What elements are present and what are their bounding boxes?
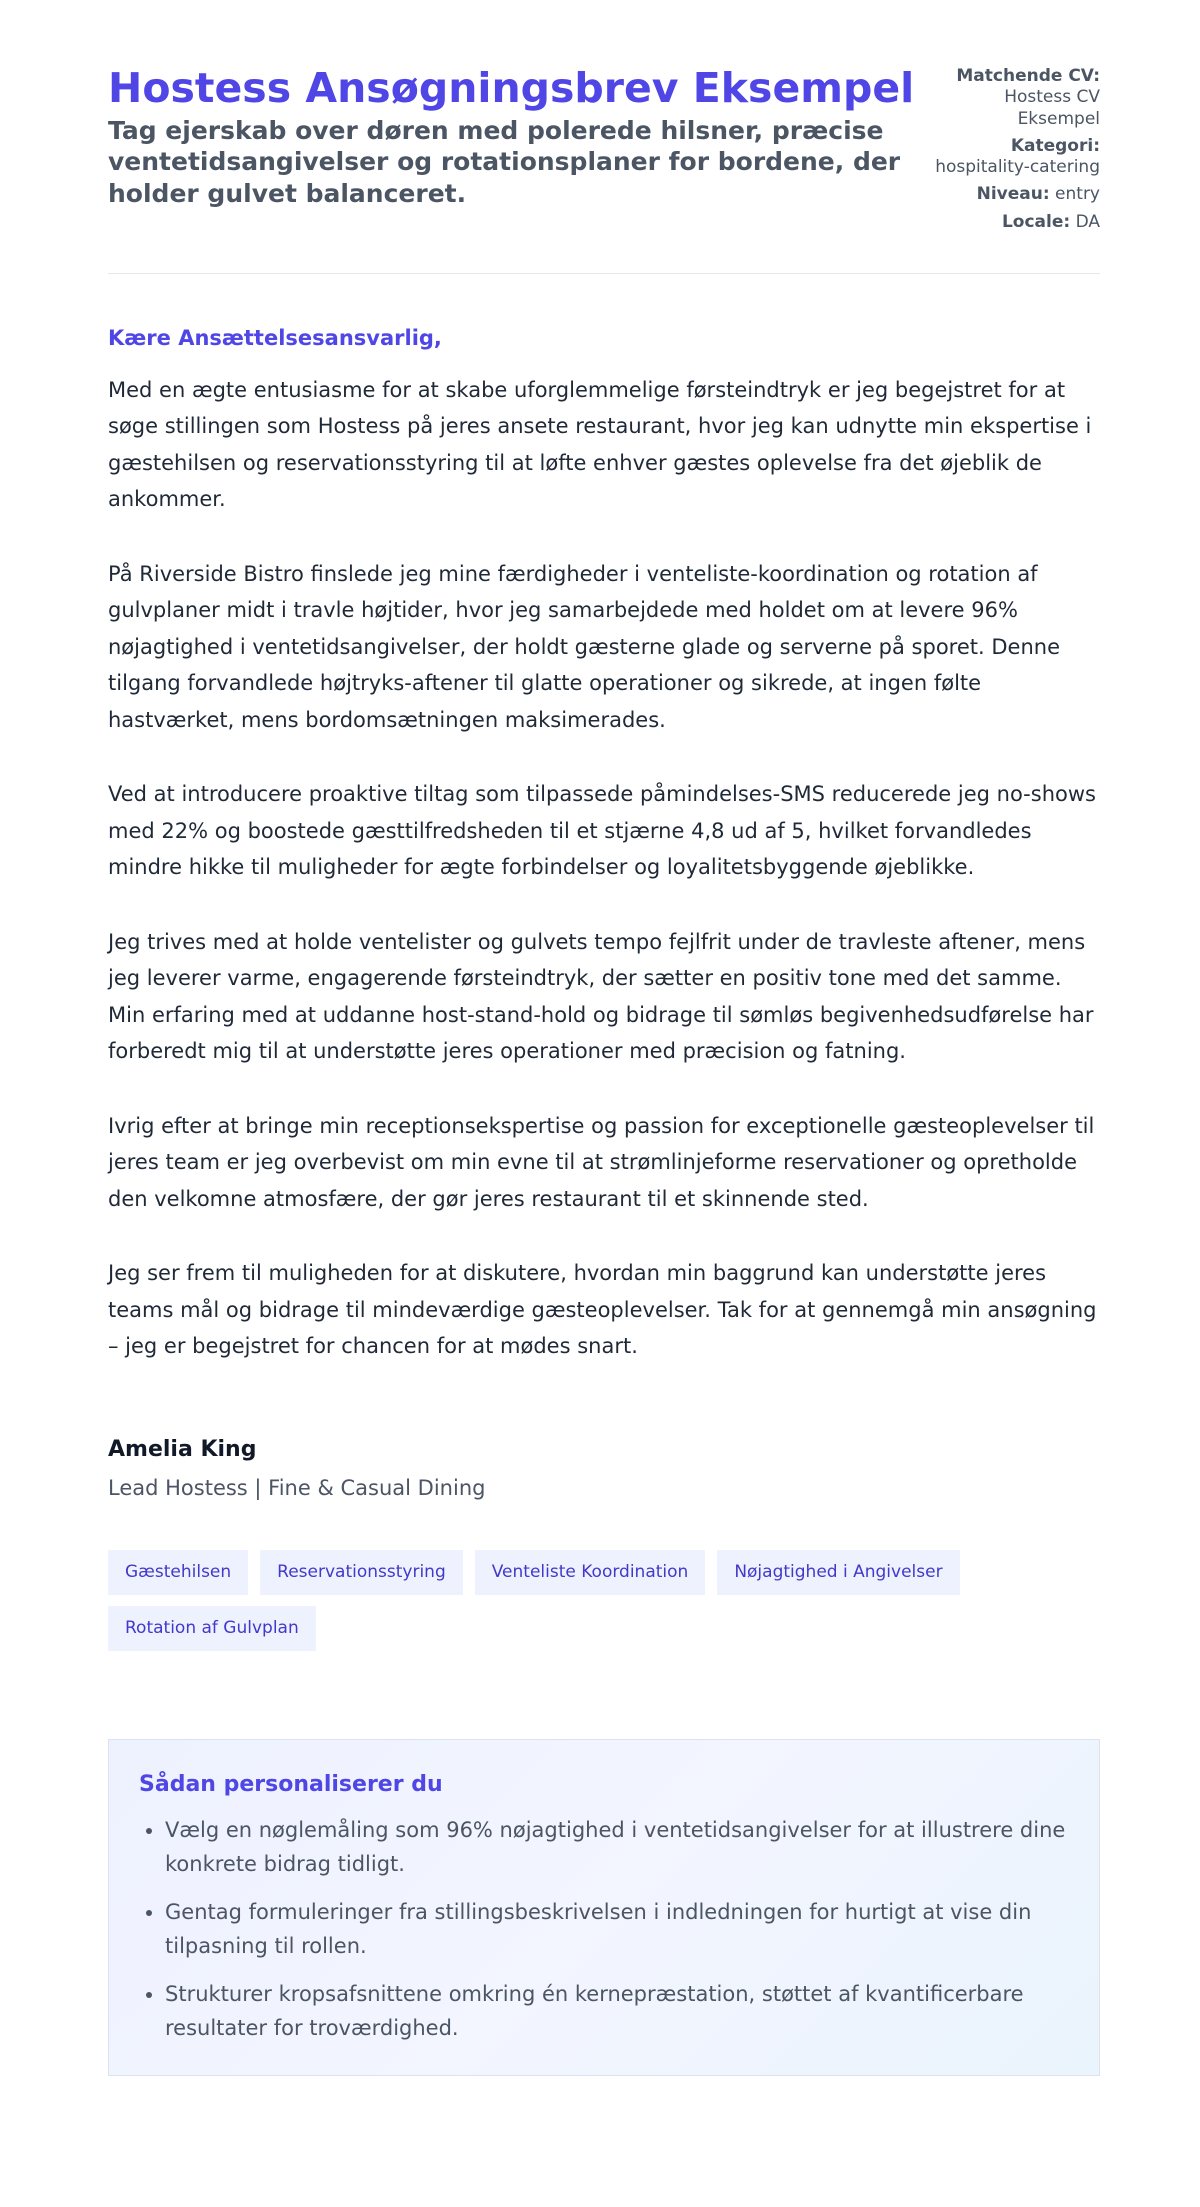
letter-greeting: Kære Ansættelsesansvarlig, bbox=[108, 325, 442, 350]
skill-tag: Rotation af Gulvplan bbox=[108, 1606, 316, 1651]
page-title: Hostess Ansøgningsbrev Eksempel bbox=[108, 64, 915, 112]
letter-paragraph-5: Ivrig efter at bringe min receptionsekspertise og passion for exceptionelle gæsteoplevelser til jeres team er jeg overbevist om min evne til at strømlinjeforme reservationer og opretholde den velkomne atmosfære, der gør jeres restaurant til et skinnende sted. bbox=[108, 1113, 1095, 1211]
meta-cv bbox=[930, 66, 1100, 130]
meta-category-label: Kategori: bbox=[1010, 135, 1100, 156]
page bbox=[108, 0, 1100, 2076]
tips-title: Sådan personaliserer du bbox=[139, 1771, 443, 1797]
header-text bbox=[108, 66, 928, 209]
tips-list bbox=[139, 1813, 1069, 2045]
meta-level bbox=[930, 184, 1100, 205]
letter-paragraph-6: Jeg ser frem til muligheden for at diskutere, hvordan min baggrund kan understøtte jeres teams mål og bidrage til mindeværdige gæsteoplevelser. Tak for at gennemgå min ansøgning – jeg er begejstret for chancen for at mødes snart. bbox=[108, 1261, 1097, 1359]
signature-role: Lead Hostess | Fine & Casual Dining bbox=[108, 1475, 486, 1500]
meta-category-value: hospitality-catering bbox=[935, 157, 1100, 177]
skill-tags bbox=[108, 1550, 1008, 1651]
header bbox=[108, 66, 1100, 274]
meta-level-value: entry bbox=[1055, 184, 1100, 205]
skill-tag: Nøjagtighed i Angivelser bbox=[717, 1550, 959, 1595]
skill-tag: Venteliste Koordination bbox=[475, 1550, 706, 1595]
tips-item: • Vælg en nøglemåling som 96% nøjagtighed i ventetidsangivelser for at illustrere dine konkrete bidrag tidligt. bbox=[165, 1813, 1069, 1881]
personalization-tips bbox=[108, 1739, 1100, 2076]
letter-paragraph-4: Jeg trives med at holde ventelister og gulvets tempo fejlfrit under de travleste aftener, mens jeg leverer varme, engagerende førsteindtryk, der sætter en positiv tone med det samme. Min erfaring med at uddanne host-stand-hold og bidrage til sømløs begivenhedsudførelse har forberedt mig til at understøtte jeres operationer med præcision og fatning. bbox=[108, 929, 1094, 1064]
meta-cv-value: Hostess CV Eksempel bbox=[1004, 87, 1100, 129]
letter-paragraph-2: På Riverside Bistro finslede jeg mine færdigheder i venteliste-koordination og rotation af gulvplaner midt i travle højtider, hvor jeg samarbejdede med holdet om at levere 96% nøjagtighed i ventetidsangivelser, der holdt gæsterne glade og serverne på sporet. Denne tilgang forvandlede højtryks-aftener til glatte operationer og sikrede, at ingen følte hastværket, mens bordomsætningen maksimerades. bbox=[108, 561, 1060, 732]
meta-panel bbox=[930, 66, 1100, 239]
meta-locale-label: Locale: bbox=[1001, 211, 1071, 232]
letter-paragraph-1: Med en ægte entusiasme for at skabe uforglemmelige førsteindtryk er jeg begejstret for at søge stillingen som Hostess på jeres ansete restaurant, hvor jeg kan udnytte min ekspertise i gæstehilsen og reservationsstyring til at løfte enhver gæstes oplevelse fra det øjeblik de ankommer. bbox=[108, 377, 1092, 512]
meta-level-label: Niveau: bbox=[976, 184, 1050, 205]
tips-item: • Gentag formuleringer fra stillingsbeskrivelsen i indledningen for hurtigt at vise din tilpasning til rollen. bbox=[165, 1895, 1069, 1963]
skill-tag: Reservationsstyring bbox=[260, 1550, 463, 1595]
meta-locale bbox=[930, 212, 1100, 233]
letter-paragraph-3: Ved at introducere proaktive tiltag som tilpassede påmindelses-SMS reducerede jeg no-shows med 22% og boostede gæsttilfredsheden til et stjærne 4,8 ud af 5, hvilket forvandledes mindre hikke til muligheder for ægte forbindelser og loyalitetsbyggende øjeblikke. bbox=[108, 782, 1096, 880]
page-subtitle: Tag ejerskab over døren med polerede hilsner, præcise ventetidsangivelser og rotationsplaner for bordene, der holder gulvet balanceret. bbox=[108, 116, 901, 208]
meta-locale-value: DA bbox=[1075, 211, 1100, 232]
meta-cv-label: Matchende CV: bbox=[956, 66, 1100, 86]
skill-tag: Gæstehilsen bbox=[108, 1550, 248, 1595]
tips-item: • Strukturer kropsafsnittene omkring én kernepræstation, støttet af kvantificerbare resultater for troværdighed. bbox=[165, 1977, 1069, 2045]
signature-name: Amelia King bbox=[108, 1436, 257, 1462]
meta-category bbox=[930, 136, 1100, 179]
